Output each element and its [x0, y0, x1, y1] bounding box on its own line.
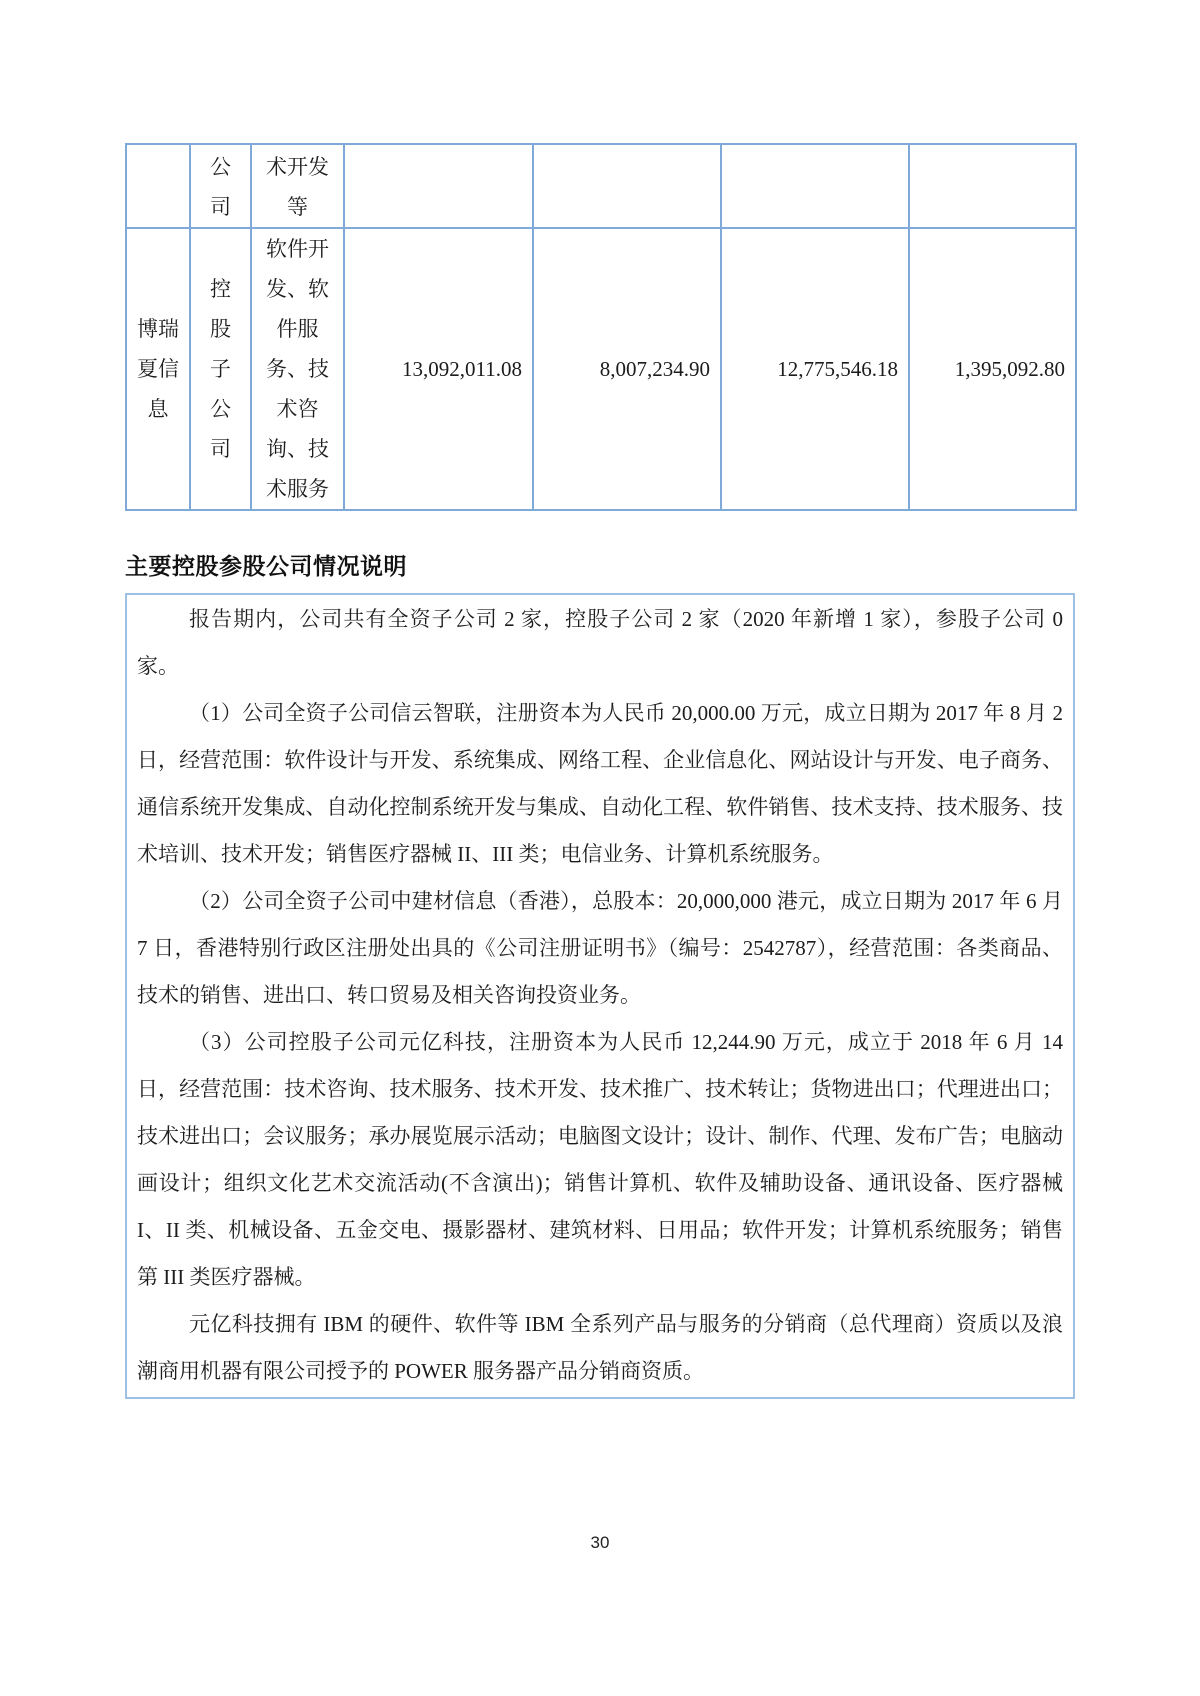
- paragraph: 报告期内，公司共有全资子公司 2 家，控股子公司 2 家（2020 年新增 1 家），参股子公司 0 家。: [137, 607, 1063, 678]
- table-cell-number: 1,395,092.80: [909, 228, 1076, 510]
- paragraph: （2）公司全资子公司中建材信息（香港），总股本：20,000,000 港元，成立日期为 2017 年 6 月 7 日，香港特别行政区注册处出具的《公司注册证明书》（编号：2542787），经营范围：各类商品、技术的销售、进出口、转口贸易及相关咨询投资业务。: [137, 889, 1063, 1007]
- table-cell-relationship-cont: 公司: [190, 144, 251, 228]
- subsidiaries-table: [125, 143, 1077, 511]
- paragraph: 元亿科技拥有 IBM 的硬件、软件等 IBM 全系列产品与服务的分销商（总代理商）资质以及浪潮商用机器有限公司授予的 POWER 服务器产品分销商资质。: [137, 1312, 1063, 1383]
- paragraph: （3）公司控股子公司元亿科技，注册资本为人民币 12,244.90 万元，成立于 2018 年 6 月 14 日，经营范围：技术咨询、技术服务、技术开发、技术推广、技术转让；货物进出口；代理进出口；技术进出口；会议服务；承办展览展示活动；电脑图文设计；设计、制作、代理、发布广告；电脑动画设计；组织文化艺术交流活动(不含演出)；销售计算机、软件及辅助设备、通讯设备、医疗器械 I、II 类、机械设备、五金交电、摄影器材、建筑材料、日用品；软件开发；计算机系统服务；销售第 III 类医疗器械。: [137, 1030, 1063, 1289]
- table-cell-blank: [909, 144, 1076, 228]
- table-cell-number: 13,092,011.08: [344, 228, 533, 510]
- table-row-continuation: [126, 144, 1076, 228]
- notes-box: [125, 593, 1075, 1399]
- paragraph: （1）公司全资子公司信云智联，注册资本为人民币 20,000.00 万元，成立日期为 2017 年 8 月 2 日，经营范围：软件设计与开发、系统集成、网络工程、企业信息化、网站设计与开发、电子商务、通信系统开发集成、自动化控制系统开发与集成、自动化工程、软件销售、技术支持、技术服务、技术培训、技术开发；销售医疗器械 II、III 类；电信业务、计算机系统服务。: [137, 701, 1063, 866]
- table-cell-number: 8,007,234.90: [533, 228, 721, 510]
- table-cell-business-cont: 术开发等: [251, 144, 344, 228]
- table-row: [126, 228, 1076, 510]
- table-cell-business: 软件开发、软件服务、技术咨询、技术服务: [251, 228, 344, 510]
- table-cell-relationship: 控股子公司: [190, 228, 251, 510]
- table-cell-blank: [721, 144, 909, 228]
- table-cell-number: 12,775,546.18: [721, 228, 909, 510]
- section-heading: 主要控股参股公司情况说明: [125, 553, 407, 579]
- table-cell-company-name: 博瑞夏信息: [126, 228, 190, 510]
- table-cell-blank: [344, 144, 533, 228]
- table-cell-blank: [126, 144, 190, 228]
- table-cell-blank: [533, 144, 721, 228]
- page-number: 30: [590, 1533, 610, 1552]
